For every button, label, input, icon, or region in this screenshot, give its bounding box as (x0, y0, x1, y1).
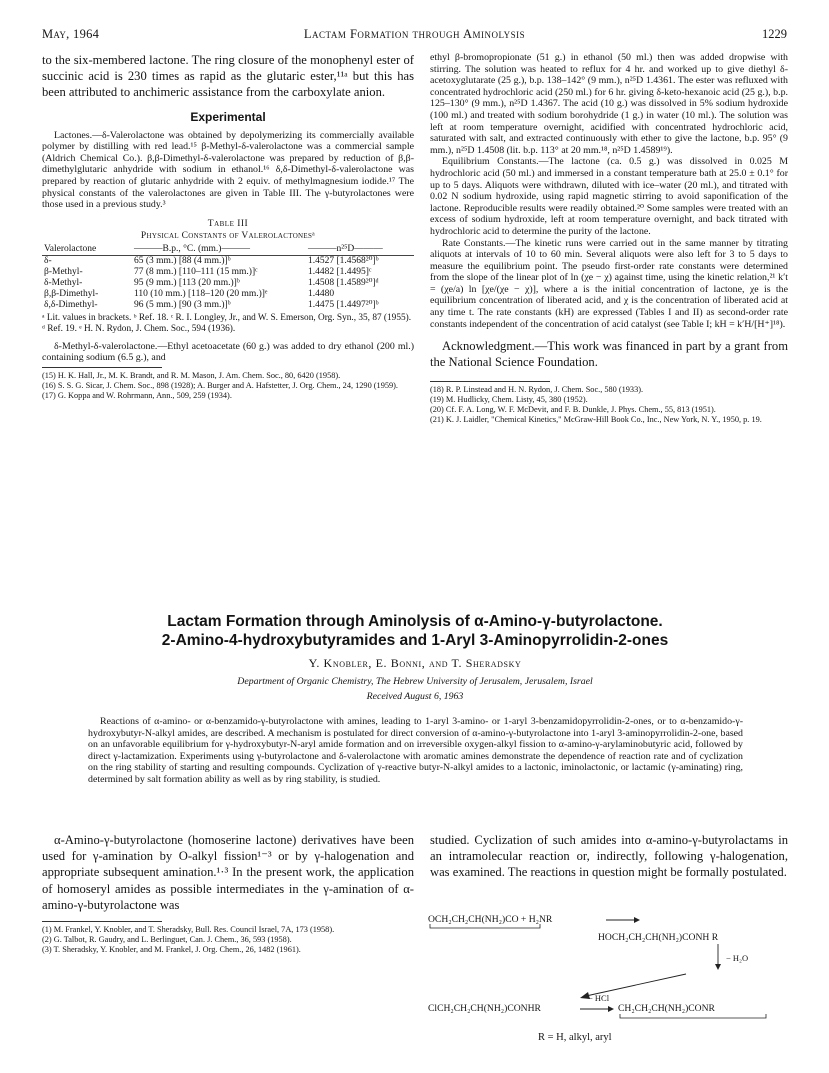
table-header-row (42, 244, 414, 256)
methyl-valerolactone-paragraph: δ-Methyl-δ-valerolactone.—Ethyl acetoacetate (60 g.) was added to dry ethanol (200 ml.) containing sodium (6.5 g.), and (42, 340, 414, 364)
footnote: (17) G. Koppa and W. Rohrmann, Ann., 509, 259 (1934). (42, 391, 232, 401)
table-cell: δ- (44, 255, 52, 266)
footnote-rule (42, 367, 162, 368)
table-footnote: ᵃ Lit. values in brackets. ᵇ Ref. 18. ᶜ R. I. Longley, Jr., and W. S. Emerson, Org. Syn., 35, 87 (1955). ᵈ Ref. 19. ᵉ H. N. Rydon, J. Chem. Soc., 594 (1936). (42, 312, 412, 334)
acknowledgment: Acknowledgment.—This work was financed in part by a grant from the National Science Foundation. (430, 339, 788, 370)
table-cell: 96 (5 mm.) [90 (3 mm.)]ᵇ (134, 299, 231, 310)
table-row (42, 289, 414, 300)
table-row (42, 278, 414, 289)
footnote: (20) Cf. F. A. Long, W. F. McDevit, and F. B. Dunkle, J. Phys. Chem., 55, 813 (1951). (430, 405, 716, 415)
footnote: (21) K. J. Laidler, "Chemical Kinetics," McGraw-Hill Book Co., Inc., New York, N. Y., 1950, p. 19. (430, 415, 762, 425)
table-subtitle: Physical Constants of Valerolactonesᵃ (140, 230, 316, 241)
equilibrium-paragraph: Equilibrium Constants.—The lactone (ca. 0.5 g.) was dissolved in 0.025 M hydrochloric acid (50 ml.) and immersed in a constant temperature bath at 25.0 ± 0.1° for up to 5 days. Aliquots were withdrawn, diluted with ice–water (20 ml.), and titrated with 0.02 N sodium hydroxide, using rapid magnetic stirring to avoid saponification of the lactone. Reproducible results were readily obtained.²⁰ Some samples were treated with an excess of sodium hydroxide, left at room temperature overnight, and back titrated with hydrochloric acid to determine the purity of the lactone. (430, 156, 788, 237)
footnote-rule (42, 921, 162, 922)
left-column (42, 52, 414, 402)
article-affiliation: Department of Organic Chemistry, The Hebrew University of Jerusalem, Jerusalem, Israel (237, 676, 593, 687)
table-cell: β,β-Dimethyl- (44, 288, 99, 299)
footnote: (15) H. K. Hall, Jr., M. K. Brandt, and R. M. Mason, J. Am. Chem. Soc., 80, 6420 (1958). (42, 370, 341, 380)
table-cell: 65 (3 mm.) [88 (4 mm.)]ᵇ (134, 255, 231, 266)
valerolactone-table (42, 244, 414, 311)
footnote: (16) S. S. G. Sicar, J. Chem. Soc., 898 (1928); A. Burger and A. Hafstetter, J. Org. Chem., 24, 1290 (1959). (42, 381, 398, 391)
article-title-line1: Lactam Formation through Aminolysis of α-Amino-γ-butyrolactone. (167, 613, 663, 630)
experimental-heading: Experimental (190, 109, 266, 124)
table-title: Table III (207, 218, 249, 229)
article-received: Received August 6, 1963 (366, 691, 464, 702)
table-cell: 110 (10 mm.) [118–120 (20 mm.)]ᵉ (134, 288, 268, 299)
footnote: (2) G. Talbot, R. Gaudry, and L. Berlinguet, Can. J. Chem., 36, 593 (1958). (42, 935, 292, 945)
table-row (42, 267, 414, 278)
article-left-column (42, 832, 414, 956)
rate-constants-paragraph: Rate Constants.—The kinetic runs were carried out in the same manner by titrating aliquots at intervals of 10 to 60 min. Several aliquots were also left for 3 to 5 days to measure the equilibrium point. The pseudo first-order rate constants were determined from the slope of the linear plot of ln (χe − χ) against time, using the kinetic relation,²¹ k′t = (χe/a) ln [χe/(χe − χ)], where a is the initial concentration of lactone, χe is the equilibrium concentration of liberated acid, and χ is the concentration of liberated acid at any time t. The rate constants (kH) are expressed (Tables I and II) as second-order rate constants independent of the concentration of acid catalyst (see Table I; kH = k′H/[H⁺]¹⁸). (430, 237, 788, 330)
scheme-amide: HOCH₂CH₂CH(NH₂)CONH R (598, 932, 719, 943)
article-right-column (430, 832, 788, 881)
intro-continued-paragraph: studied. Cyclization of such amides into α-amino-γ-butyrolactams in an intramolecular reaction or, indirectly, following γ-halogenation, was examined. The reactions in question might be formally postulated. (430, 833, 788, 880)
table-row (42, 300, 414, 311)
table-row (42, 255, 414, 267)
synthesis-paragraph: ethyl β-bromopropionate (51 g.) in ethanol (50 ml.) then was added dropwise with stirring. The solution was heated to reflux for 4 hr. and worked up to give diethyl δ-acetoxyglutarate (25 g.), b.p. 138–142° (9 mm.), n²⁵D 1.4361. The ester was refluxed with concentrated hydrochloric acid (250 ml.) for 6 hr. giving δ-keto-hexanoic acid (25 g.), b.p. 125–130° (9 mm.), n²⁵D 1.4367. The acid (10 g.) was dissolved in 5% sodium hydroxide (100 ml.) and treated with sodium borohydride (1 g.) in water (10 ml.). The solution was left at room temperature overnight, acidified with concentrated hydrochloric acid, saturated with salt, and extracted continuously with ether to give the lactone, b.p. 95° (9 mm.), n²⁵D 1.4508 (lit. b.p. 113° at 20 mm.¹⁸, n²⁵D 1.4589¹⁹). (430, 52, 788, 156)
article-heading-block (42, 612, 788, 702)
footnote: (3) T. Sheradsky, Y. Knobler, and M. Frankel, J. Org. Chem., 26, 1482 (1961). (42, 945, 301, 955)
scheme-minus-water: − H₂O (726, 953, 749, 963)
intro-paragraph: α-Amino-γ-butyrolactone (homoserine lactone) derivatives have been used for γ-amination by O-alkyl fission¹⁻³ or by γ-halogenation and appropriate subsequent amination.¹·³ In the present work, the application of homoseryl amides as possible intermediates in the γ-amination of α-amino-γ-butyrolactone was (42, 833, 414, 912)
table-cell: 1.4527 [1.4568²⁰]ᵇ (308, 255, 379, 266)
table-cell: 77 (8 mm.) [110–111 (15 mm.)]ᶜ (134, 266, 258, 277)
scheme-chloro-amide: ClCH₂CH₂CH(NH₂)CONHR (428, 1003, 541, 1014)
right-column (430, 52, 788, 425)
scheme-legend: R = H, alkyl, aryl (538, 1032, 612, 1043)
page-number: 1229 (762, 27, 787, 41)
table-cell: 1.4480 (308, 288, 335, 299)
reaction-scheme (428, 908, 788, 1058)
continued-paragraph: to the six-membered lactone. The ring closure of the monophenyl ester of succinic acid is 230 times as rapid as the glutaric ester,¹¹ᵃ but this has been attributed to anchimeric assistance from the carboxylate anion. (42, 53, 414, 100)
running-header (42, 27, 787, 45)
table-cell: δ,δ-Dimethyl- (44, 299, 98, 310)
article-authors: Y. Knobler, E. Bonni, and T. Sheradsky (308, 656, 522, 670)
header-title: Lactam Formation through Aminolysis (303, 27, 526, 41)
table-header-cell: Valerolactone (44, 243, 97, 254)
table-cell: β-Methyl- (44, 266, 83, 277)
table-cell: 1.4508 [1.4589²⁰]ᵈ (308, 277, 379, 288)
table-cell: 95 (9 mm.) [113 (20 mm.)]ᵇ (134, 277, 240, 288)
table-header-cell: ———n²⁵D——— (308, 243, 383, 254)
header-date: May, 1964 (42, 27, 100, 41)
footnote: (18) R. P. Linstead and H. N. Rydon, J. Chem. Soc., 580 (1933). (430, 384, 644, 394)
scheme-reactants: OCH₂CH₂CH(NH₂)CO + H₂NR (428, 914, 553, 925)
lactones-paragraph: Lactones.—δ-Valerolactone was obtained by depolymerizing its commercially available polymer by distilling with red lead.¹⁵ β-Methyl-δ-valerolactone was a commercial sample (Aldrich Chemical Co.). β,β-Dimethyl-δ-valerolactone was prepared by reduction of β,β-dimethylglutaric anhydride with sodium in ethanol.¹⁶ δ,δ-Dimethyl-δ-valerolactone was prepared by reaction of glutaric anhydride with 2 equiv. of methylmagnesium iodide.¹⁷ The physical constants of the valerolactones are given in Table III. The γ-butyrolactones were those used in a previous study.³ (42, 129, 414, 211)
footnote: (19) M. Hudlicky, Chem. Listy, 45, 380 (1952). (430, 394, 588, 404)
table-header-cell: ———B.p., °C. (mm.)——— (134, 243, 250, 254)
scheme-minus-hcl: − HCl (588, 993, 610, 1003)
footnote: (1) M. Frankel, Y. Knobler, and T. Sheradsky, Bull. Res. Council Israel, 7A, 173 (1958). (42, 925, 335, 935)
scheme-lactam: CH₂CH₂CH(NH₂)CONR (618, 1003, 715, 1014)
table-cell: δ-Methyl- (44, 277, 83, 288)
table-cell: 1.4482 [1.4495]ᶜ (308, 266, 372, 277)
footnote-rule (430, 381, 550, 382)
article-title-line2: 2-Amino-4-hydroxybutyramides and 1-Aryl 3-Aminopyrrolidin-2-ones (161, 632, 669, 649)
article-abstract: Reactions of α-amino- or α-benzamido-γ-butyrolactone with amines, leading to 1-aryl 3-amino- or 1-aryl 3-benzamidopyrrolidin-2-ones, or to α-benzamido-γ-hydroxybutyr-N-alkyl amides, are described. A mechanism is postulated for direct conversion of α-amino-γ-butyrolactone into 1-aryl 3-aminopyrrolidin-2-one, based on an unfavorable equilibrium for γ-hydroxybutyr-N-aryl amide formation and on irreversible oxygen-alkyl fission to α-amino-γ-arylaminobutyric acid, followed by direct γ-lactamization. Experiments using γ-butyrolactone and δ-valerolactone with aromatic amines demonstrate the dependence of reaction rate and of cyclization on the ring stability of starting and resulting compounds. Cyclization of γ-reactive butyr-N-alkyl amides to a lactonic, iminolactonic, or lactamic (γ-aminating) ring, determined by salt formation ability as well as by ring stability, is studied. (88, 716, 743, 785)
table-cell: 1.4475 [1.4497²⁰]ᵇ (308, 299, 379, 310)
